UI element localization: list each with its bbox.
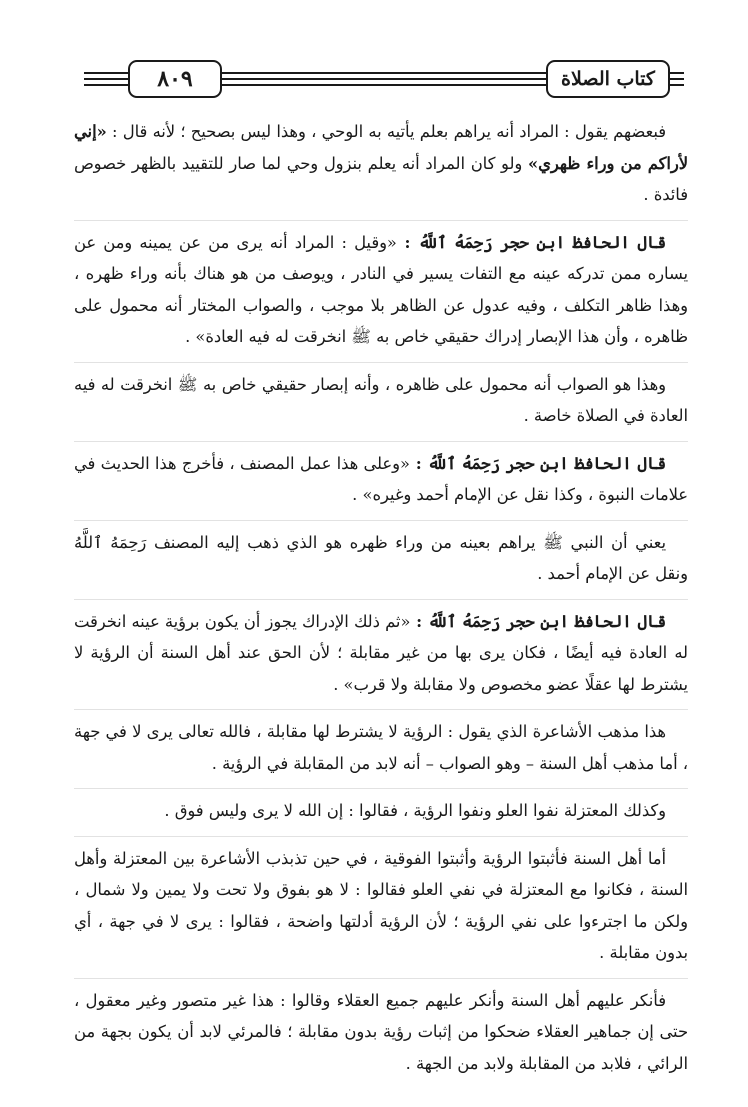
paragraph-text: فبعضهم يقول : المراد أنه يراهم بعلم يأتيه به الوحي ، وهذا ليس بصحيح ؛ لأنه قال : [106,122,666,141]
paragraph [74,599,688,710]
paragraph [74,220,688,362]
running-header [84,58,684,100]
paragraph [74,362,688,441]
paragraph [74,441,688,520]
quote-attribution: قال الحافظ ابن حجر رَحِمَهُ ٱللَّهُ : [409,453,666,473]
paragraph-text: يعني أن النبي ﷺ يراهم بعينه من وراء ظهره هو الذي ذهب إليه المصنف رَحِمَهُ ٱللَّهُ ونقل عن الإمام أحمد . [74,532,688,583]
page-number: ٨٠٩ [128,60,222,98]
quote-attribution: قال الحافظ ابن حجر رَحِمَهُ ٱللَّهُ : [396,232,666,252]
paragraph [74,978,688,1089]
hadith-quote: «إني لأراكم من وراء ظهري» [74,122,688,173]
paragraph-text: ولو كان المراد أنه يعلم بنزول وحي لما صار للتقييد بالظهر خصوص فائدة . [74,153,688,204]
paragraph [74,116,688,220]
page-body [74,116,688,1088]
paragraph-text: فأنكر عليهم أهل السنة وأنكر عليهم جميع العقلاء وقالوا : هذا غير متصور وغير معقول ، حتى إن جماهير العقلاء ضحكوا من إثبات رؤية بدون مقابلة ؛ فالمرئي لابد أن يكون بجهة من الرائي ، فلابد من المقابلة ولابد من الجهة . [74,990,688,1073]
chapter-title: كتاب الصلاة [546,60,670,98]
paragraph-text: وكذلك المعتزلة نفوا العلو ونفوا الرؤية ، فقالوا : إن الله لا يرى وليس فوق . [164,801,666,820]
quote-attribution: قال الحافظ ابن حجر رَحِمَهُ ٱللَّهُ : [410,611,667,631]
paragraph-text: أما أهل السنة فأثبتوا الرؤية وأثبتوا الفوقية ، في حين تذبذب الأشاعرة بين المعتزلة وأهل السنة ، فكانوا مع المعتزلة في نفي العلو فقالوا : لا هو بفوق ولا تحت ولا يمين ولا شمال ، ولكن ما اجترءوا على نفي الرؤية ؛ لأن الرؤية أدلتها واضحة ، فقالوا : يرى لا في جهة ، أي بدون مقابلة . [74,848,689,962]
paragraph [74,788,688,836]
paragraph [74,836,688,978]
paragraph-text: «ثم ذلك الإدراك يجوز أن يكون برؤية عينه انخرقت له العادة فيه أيضًا ، فكان يرى بها من غير مقابلة ؛ لأن الحق عند أهل السنة أن الرؤية لا يشترط لها عقلًا عضو مخصوص ولا مقابلة ولا قرب» . [74,611,688,694]
paragraph-text: وهذا هو الصواب أنه محمول على ظاهره ، وأنه إبصار حقيقي خاص به ﷺ انخرقت له فيه العادة في الصلاة خاصة . [74,374,688,425]
paragraph [74,709,688,788]
paragraph [74,520,688,599]
paragraph-text: «وعلى هذا عمل المصنف ، فأخرج هذا الحديث في علامات النبوة ، وكذا نقل عن الإمام أحمد وغيره» . [74,453,688,504]
paragraph-text: «وقيل : المراد أنه يرى من عن يمينه ومن عن يساره ممن تدركه عينه مع التفات يسير في النادر ، ويوصف من هو هناك بأنه وراء ظهره ، وهذا ظاهر التكلف ، وفيه عدول عن الظاهر بلا موجب ، والصواب المختار أنه محمول على ظاهره ، وأن هذا الإبصار إدراك حقيقي خاص به ﷺ انخرقت له فيه العادة» . [74,232,688,346]
paragraph-text: هذا مذهب الأشاعرة الذي يقول : الرؤية لا يشترط لها مقابلة ، فالله تعالى يرى لا في جهة ، أما مذهب أهل السنة – وهو الصواب – أنه لابد من المقابلة في الرؤية . [74,722,688,773]
